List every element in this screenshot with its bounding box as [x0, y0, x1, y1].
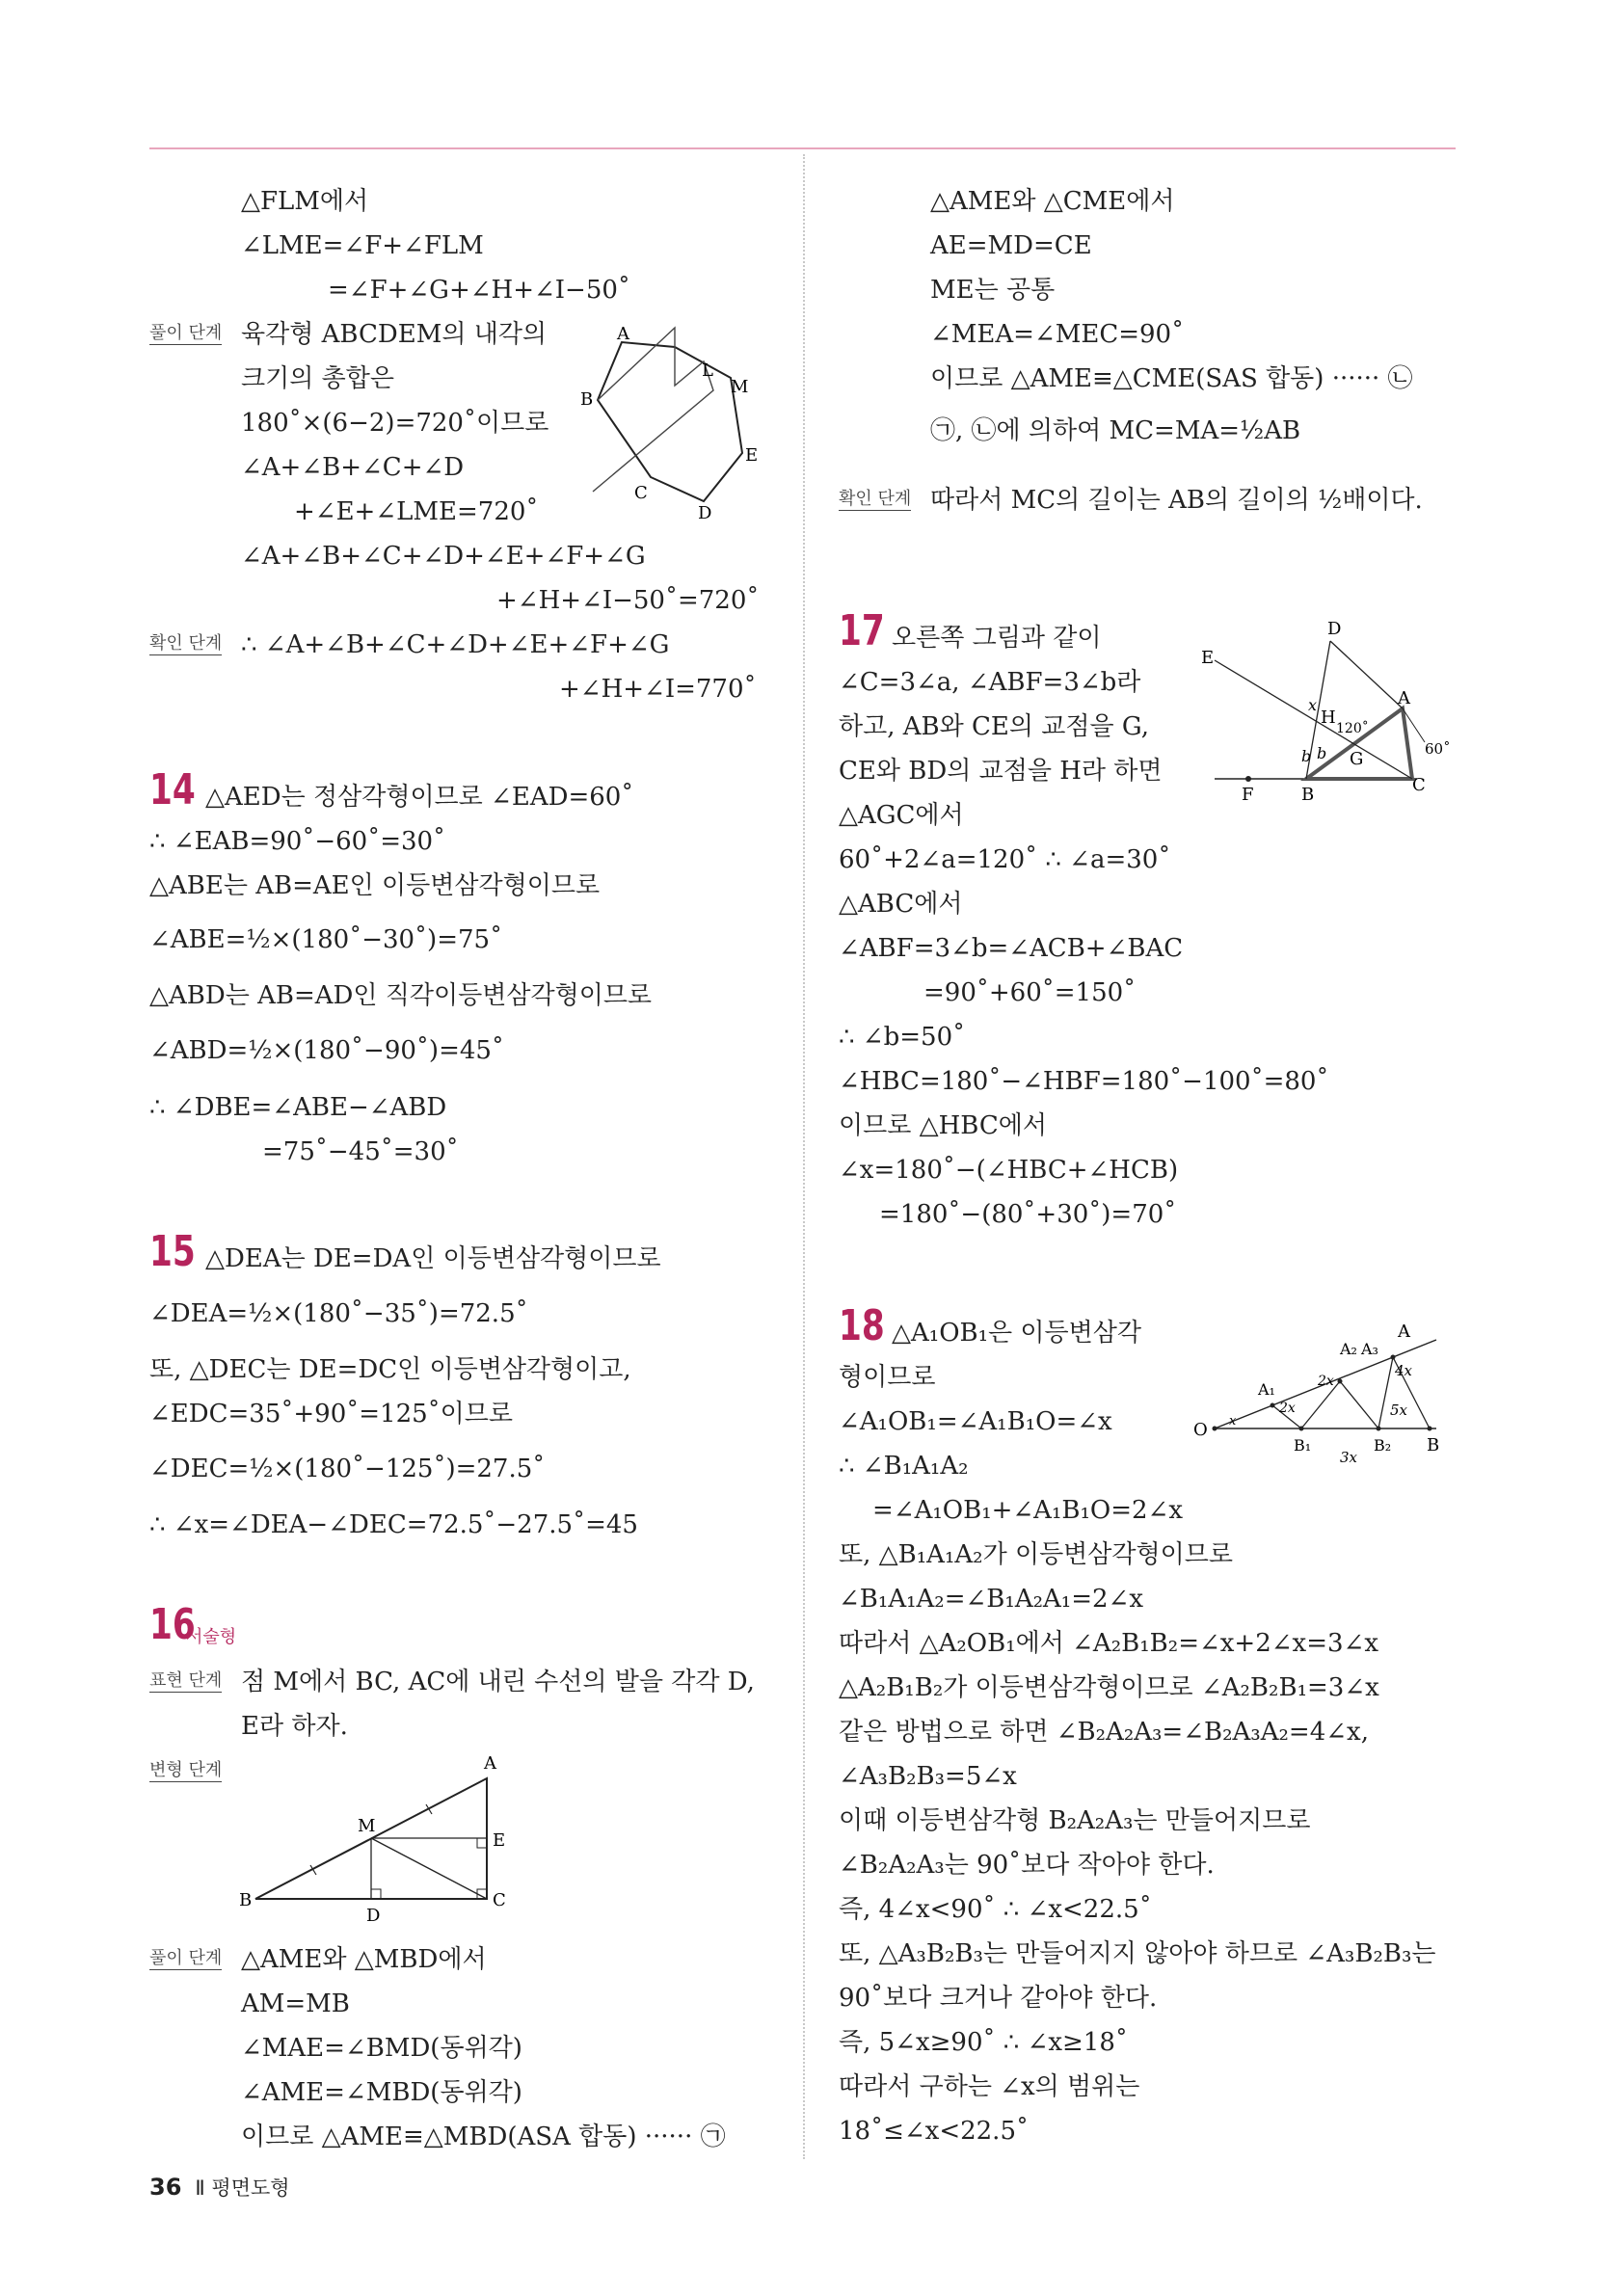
solution-line: ∴ ∠DBE=∠ABE−∠ABD [149, 1093, 447, 1122]
fig17-label: H [1321, 707, 1336, 728]
solution-line: AE=MD=CE [930, 231, 1092, 260]
solution-line: ME는 공통 [930, 276, 1056, 305]
solution-line: 이므로 △HBC에서 [839, 1111, 1047, 1140]
hex-label: A [617, 324, 629, 344]
solution-line: 점 M에서 BC, AC에 내린 수선의 발을 각각 D, [241, 1668, 755, 1696]
solution-line: ∠B₁A₁A₂=∠B₁A₂A₁=2∠x [839, 1585, 1143, 1614]
solution-line: 따라서 △A₂OB₁에서 ∠A₂B₁B₂=∠x+2∠x=3∠x [839, 1629, 1378, 1658]
fig17-label: G [1350, 749, 1364, 769]
solution-line: ∴ ∠B₁A₁A₂ [839, 1452, 969, 1481]
fig18-label: B₂ [1374, 1436, 1392, 1455]
solution-line: ∠LME=∠F+∠FLM [241, 231, 484, 260]
fig17-label: b [1317, 744, 1327, 762]
tri-label: M [358, 1816, 376, 1836]
solution-line: 따라서 MC의 길이는 AB의 길이의 ½배이다. [930, 486, 1423, 515]
solution-line: =90˚+60˚=150˚ [923, 978, 1137, 1007]
hex-label: D [698, 503, 712, 523]
solution-line: △AED는 정삼각형이므로 ∠EAD=60˚ [205, 783, 634, 812]
solution-line: 또, △A₃B₂B₃는 만들어지지 않아야 하므로 ∠A₃B₂B₃는 [839, 1939, 1436, 1968]
fig18-label: 4x [1395, 1362, 1413, 1379]
hex-label: B [580, 389, 594, 410]
essay-tag: 서술형 [186, 1627, 237, 1647]
hex-label: E [745, 445, 759, 466]
problem-number: 14 [149, 765, 196, 814]
hex-label: L [702, 360, 713, 381]
solution-line: △A₁OB₁은 이등변삼각 [892, 1319, 1141, 1348]
solution-line: ∠AME=∠MBD(동위각) [241, 2078, 522, 2107]
problem18-figure [1181, 1316, 1460, 1465]
solution-line: 90˚보다 크거나 같아야 한다. [839, 1984, 1158, 2013]
fig18-label: A₃ [1361, 1340, 1378, 1358]
hex-label: M [731, 377, 749, 397]
solution-line: +∠H+∠I−50˚=720˚ [496, 586, 760, 615]
fig18-label: B [1427, 1435, 1440, 1455]
fig18-label: A [1398, 1322, 1410, 1342]
solution-line: =∠A₁OB₁+∠A₁B₁O=2∠x [872, 1496, 1184, 1525]
tri-label: B [239, 1890, 253, 1910]
step-label-check: 확인 단계 [839, 489, 912, 509]
problem-number: 15 [149, 1227, 196, 1276]
solution-line: ∠x=180˚−(∠HBC+∠HCB) [839, 1156, 1179, 1185]
solution-line: =75˚−45˚=30˚ [262, 1137, 459, 1166]
solution-line: △DEA는 DE=DA인 이등변삼각형이므로 [205, 1244, 661, 1273]
tri-label: C [493, 1890, 506, 1910]
tri-label: D [366, 1906, 381, 1923]
problem-number: 18 [839, 1301, 885, 1350]
solution-line: ∴ ∠A+∠B+∠C+∠D+∠E+∠F+∠G [241, 630, 670, 659]
hexagon-figure [569, 318, 771, 525]
solution-line: △AME와 △MBD에서 [241, 1945, 487, 1974]
column-separator [803, 154, 805, 2159]
solution-line: ㉠, ㉡에 의하여 MC=MA=½AB [930, 416, 1301, 445]
page-footer [149, 2173, 290, 2202]
solution-line: △ABE는 AB=AE인 이등변삼각형이므로 [149, 871, 601, 900]
solution-line: △FLM에서 [241, 187, 369, 216]
solution-line: 또, △B₁A₁A₂가 이등변삼각형이므로 [839, 1540, 1233, 1569]
solution-line: +∠E+∠LME=720˚ [294, 497, 539, 526]
solution-line: CE와 BD의 교점을 H라 하면 [839, 757, 1163, 786]
solution-line: ∠C=3∠a, ∠ABF=3∠b라 [839, 668, 1141, 697]
fig17-label: B [1301, 785, 1315, 800]
fig18-label: 5x [1390, 1402, 1408, 1419]
solution-line: 하고, AB와 CE의 교점을 G, [839, 712, 1149, 741]
solution-line: 180˚×(6−2)=720˚이므로 [241, 409, 549, 438]
solution-line: 즉, 5∠x≥90˚ ∴ ∠x≥18˚ [839, 2028, 1128, 2057]
fig18-label: O [1193, 1420, 1208, 1440]
solution-line: ∠B₂A₂A₃는 90˚보다 작아야 한다. [839, 1851, 1215, 1880]
solution-line: △AME와 △CME에서 [930, 187, 1175, 216]
solution-line: ∠A₁OB₁=∠A₁B₁O=∠x [839, 1407, 1112, 1436]
solution-line: 따라서 구하는 ∠x의 범위는 [839, 2072, 1140, 2101]
solution-line: ∠EDC=35˚+90˚=125˚이므로 [149, 1400, 514, 1428]
step-label-solve: 풀이 단계 [149, 323, 223, 343]
fig18-label: B₁ [1294, 1436, 1312, 1455]
solution-line: △AGC에서 [839, 801, 964, 830]
solution-line: 같은 방법으로 하면 ∠B₂A₂A₃=∠B₂A₃A₂=4∠x, [839, 1718, 1369, 1747]
solution-line: 크기의 총합은 [241, 364, 394, 393]
solution-line: =∠F+∠G+∠H+∠I−50˚ [328, 276, 630, 305]
solution-line: 60˚+2∠a=120˚ ∴ ∠a=30˚ [839, 845, 1171, 874]
step-label-express: 표현 단계 [149, 1670, 223, 1691]
solution-line: ∴ ∠x=∠DEA−∠DEC=72.5˚−27.5˚=45 [149, 1510, 638, 1539]
solution-line: ∴ ∠EAB=90˚−60˚=30˚ [149, 827, 446, 856]
right-triangle-figure [231, 1749, 530, 1923]
solution-line: ∠DEA=½×(180˚−35˚)=72.5˚ [149, 1299, 528, 1328]
solution-line: ∠A+∠B+∠C+∠D [241, 453, 465, 482]
solution-line: ∠HBC=180˚−∠HBF=180˚−100˚=80˚ [839, 1067, 1329, 1096]
step-label-transform: 변형 단계 [149, 1760, 223, 1780]
solution-line: 형이므로 [839, 1363, 936, 1392]
fig17-label: x [1308, 696, 1318, 714]
header-rule [149, 147, 1456, 149]
solution-line: 이므로 △AME≡△CME(SAS 합동) ······ ㉡ [930, 364, 1413, 393]
fig17-label: A [1398, 688, 1410, 708]
fig17-label: F [1242, 785, 1254, 800]
fig17-label: E [1201, 648, 1215, 668]
solution-line: 또, △DEC는 DE=DC인 이등변삼각형이고, [149, 1355, 631, 1384]
problem-number: 16 [149, 1600, 196, 1649]
fig18-label: x [1229, 1414, 1237, 1428]
fig18-label: 2x [1279, 1401, 1296, 1416]
solution-line: 오른쪽 그림과 같이 [892, 624, 1102, 653]
solution-line: 이때 이등변삼각형 B₂A₂A₃는 만들어지므로 [839, 1806, 1311, 1835]
solution-line: ∠ABE=½×(180˚−30˚)=75˚ [149, 925, 503, 954]
section-title: Ⅱ 평면도형 [195, 2176, 290, 2200]
solution-line: △ABD는 AB=AD인 직각이등변삼각형이므로 [149, 981, 653, 1010]
problem17-figure [1195, 617, 1460, 800]
solution-line: ∠ABD=½×(180˚−90˚)=45˚ [149, 1036, 504, 1065]
fig18-label: 3x [1340, 1449, 1358, 1465]
fig17-label: D [1327, 619, 1342, 639]
fig18-label: 2x [1318, 1374, 1334, 1389]
solution-line: ∠ABF=3∠b=∠ACB+∠BAC [839, 934, 1184, 963]
solution-line: ∠A₃B₂B₃=5∠x [839, 1762, 1017, 1791]
solution-line: △ABC에서 [839, 890, 963, 919]
page-number: 36 [149, 2174, 182, 2201]
hex-label: C [634, 483, 648, 503]
step-label-solve: 풀이 단계 [149, 1948, 223, 1968]
solution-line: ∠MEA=∠MEC=90˚ [930, 320, 1185, 349]
solution-line: ∠A+∠B+∠C+∠D+∠E+∠F+∠G [241, 542, 646, 571]
solution-line: △A₂B₁B₂가 이등변삼각형이므로 ∠A₂B₂B₁=3∠x [839, 1673, 1379, 1702]
fig18-label: A₁ [1258, 1380, 1275, 1399]
problem-number: 17 [839, 606, 885, 655]
fig17-label: 120˚ [1336, 721, 1369, 736]
fig17-label: C [1412, 775, 1426, 795]
solution-line: =180˚−(80˚+30˚)=70˚ [879, 1200, 1177, 1229]
solution-line: 18˚≤∠x<22.5˚ [839, 2117, 1029, 2146]
solution-line: +∠H+∠I=770˚ [559, 675, 757, 704]
tri-label: E [493, 1830, 506, 1851]
fig17-label: 60˚ [1425, 740, 1451, 758]
solution-line: AM=MB [241, 1989, 350, 2018]
solution-line: 즉, 4∠x<90˚ ∴ ∠x<22.5˚ [839, 1895, 1152, 1924]
solution-line: ∠MAE=∠BMD(동위각) [241, 2034, 522, 2063]
tri-label: A [484, 1753, 496, 1774]
fig18-label: A₂ [1340, 1340, 1357, 1358]
solution-line: 육각형 ABCDEM의 내각의 [241, 320, 548, 349]
solution-line: ∠DEC=½×(180˚−125˚)=27.5˚ [149, 1455, 546, 1483]
solution-line: ∴ ∠b=50˚ [839, 1023, 966, 1052]
solution-line: 이므로 △AME≡△MBD(ASA 합동) ······ ㉠ [241, 2122, 726, 2151]
step-label-check: 확인 단계 [149, 633, 223, 654]
solution-line: E라 하자. [241, 1712, 348, 1741]
fig17-label: b [1301, 747, 1312, 765]
